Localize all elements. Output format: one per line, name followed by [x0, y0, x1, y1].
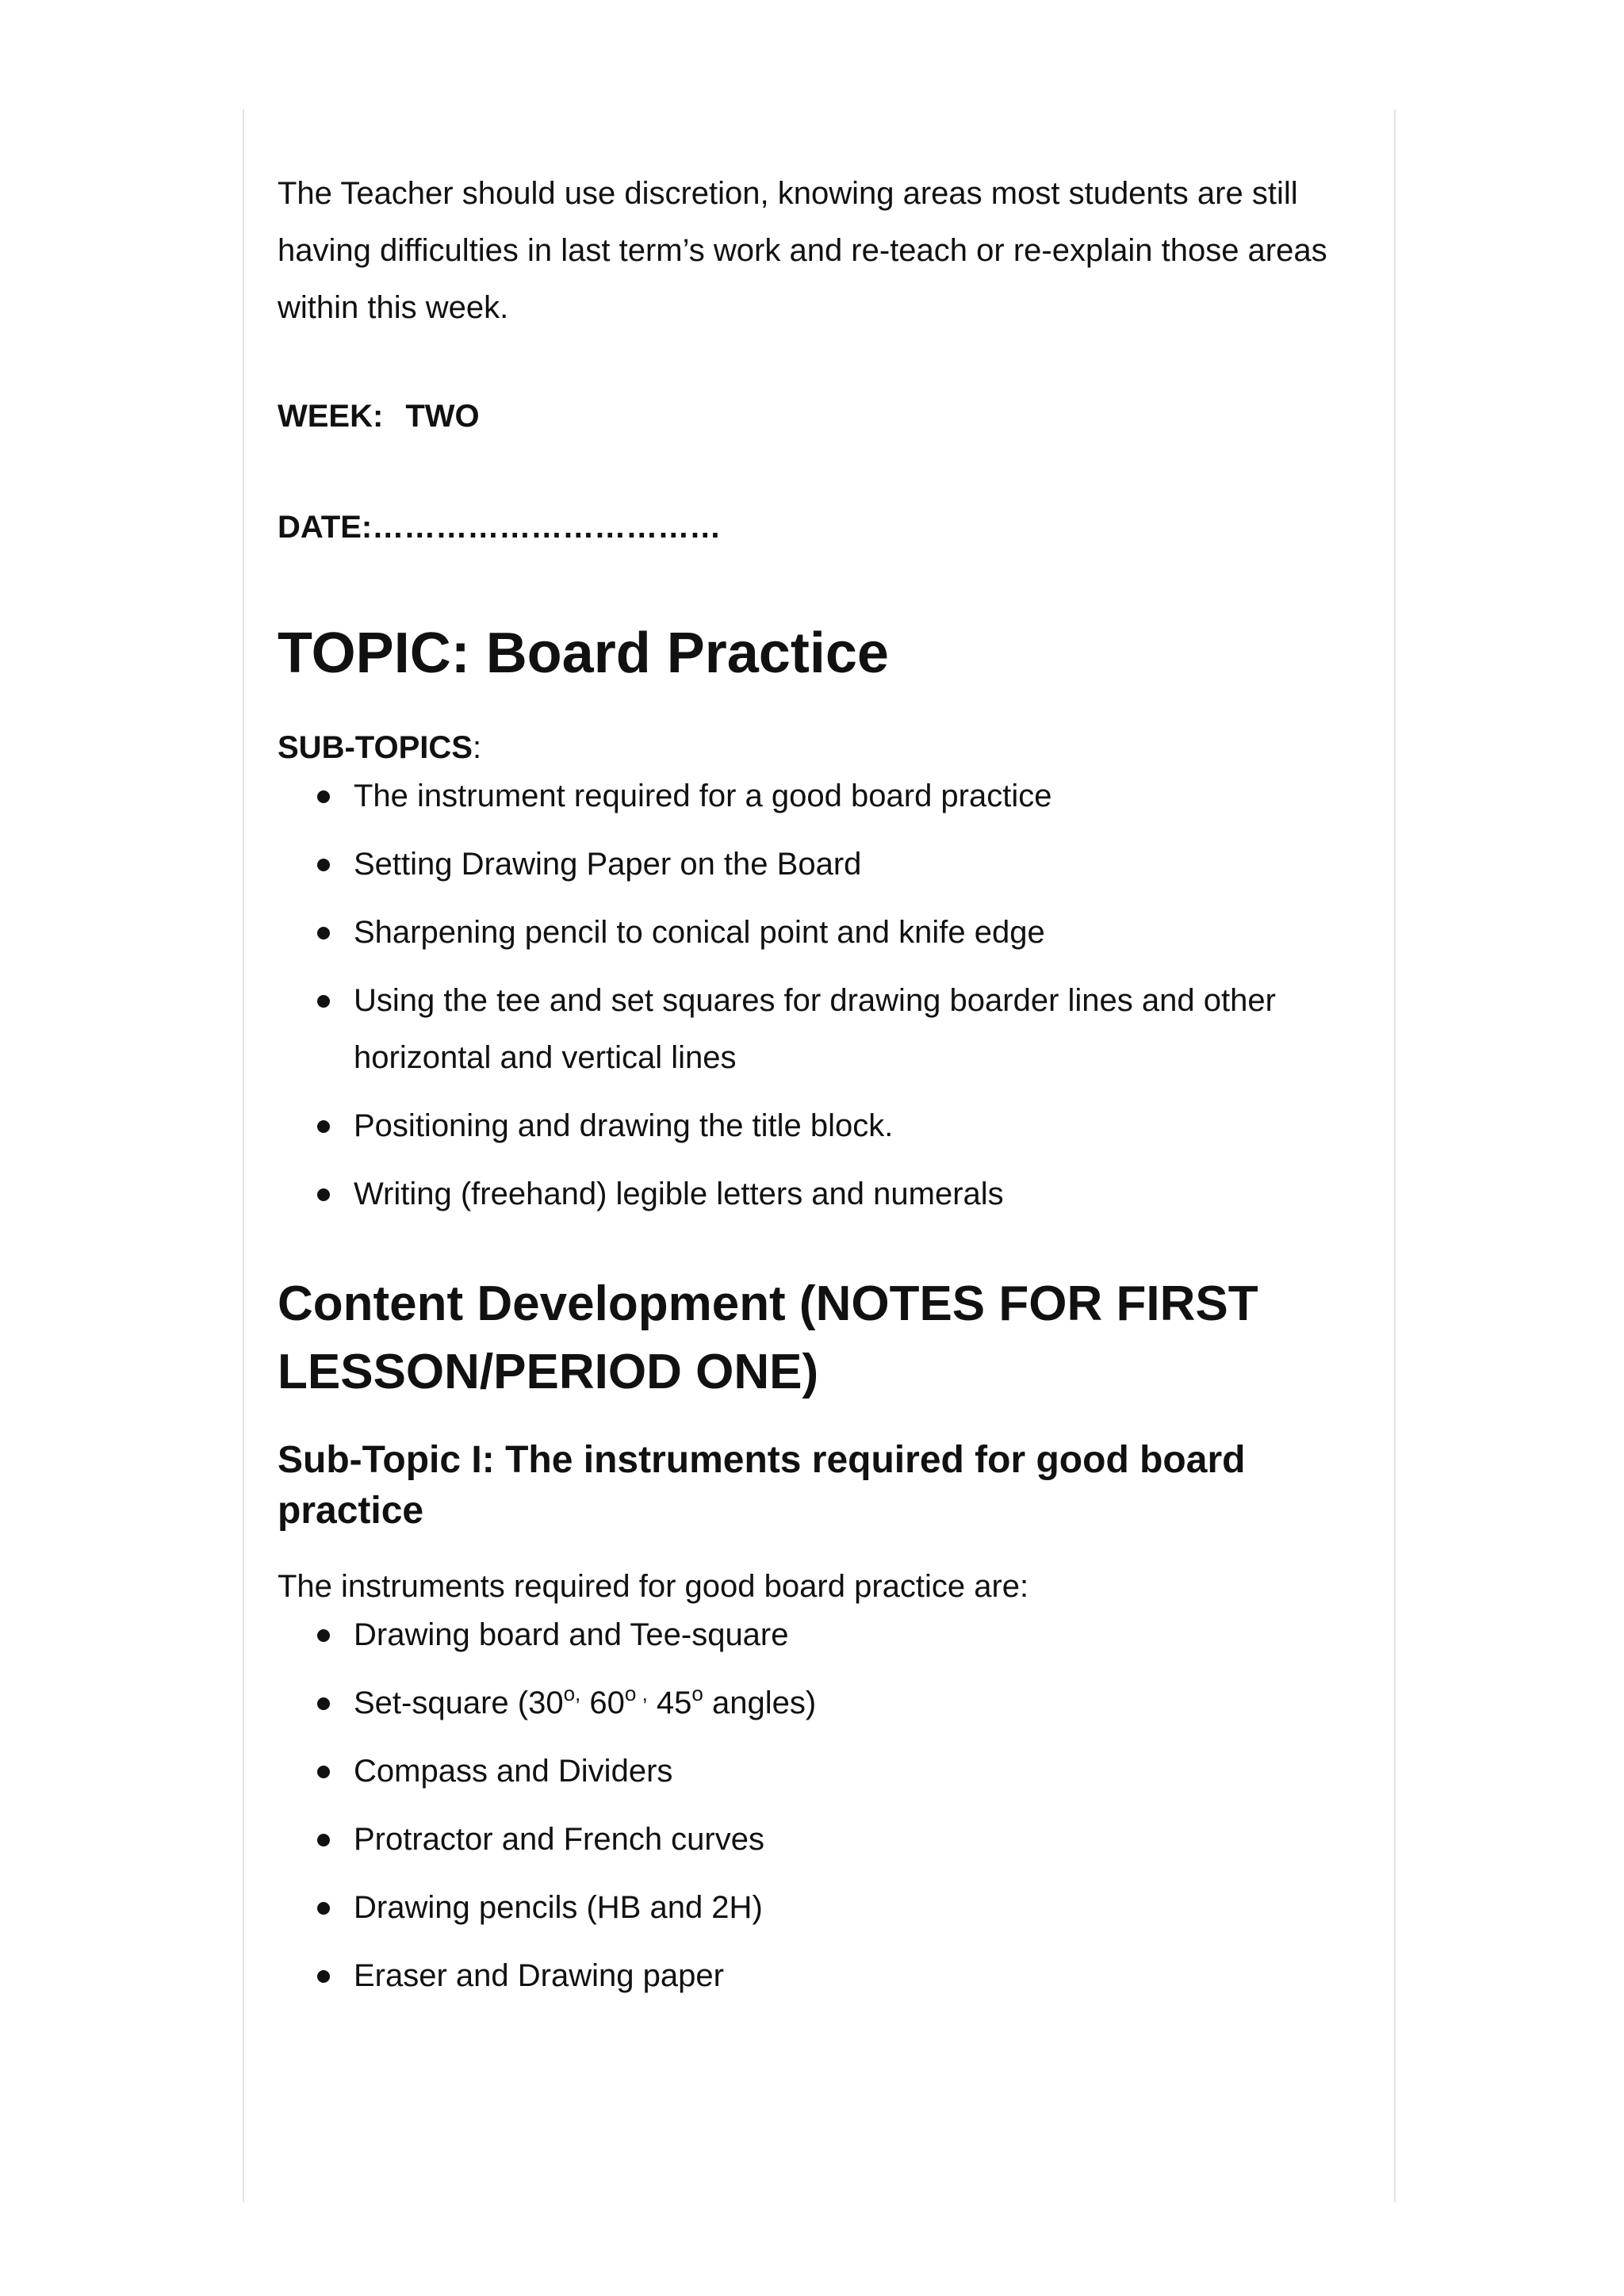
bullet-icon — [317, 1834, 330, 1846]
bullet-icon — [317, 927, 330, 939]
list-item — [278, 1743, 1340, 1800]
degree-symbol: o — [691, 1682, 703, 1705]
list-item — [278, 972, 1340, 1086]
bullet-icon — [317, 1697, 330, 1710]
instruments-list — [278, 1606, 1340, 2004]
week-value: TWO — [405, 399, 480, 434]
list-item — [278, 1947, 1340, 2004]
set-square-mid2: 45 — [647, 1686, 692, 1720]
list-item-text: Protractor and French curves — [354, 1822, 764, 1857]
week-label: WEEK: — [278, 399, 384, 434]
bullet-icon — [317, 1766, 330, 1778]
bullet-icon — [317, 995, 330, 1008]
list-item-text: Drawing board and Tee-square — [354, 1617, 789, 1652]
subtopics-label — [278, 728, 1340, 767]
list-item-text: Drawing pencils (HB and 2H) — [354, 1890, 763, 1925]
list-item-text: Positioning and drawing the title block. — [354, 1108, 894, 1143]
bullet-icon — [317, 1120, 330, 1133]
intro-paragraph: The Teacher should use discretion, knowing areas most students are still having difficulties in last term’s work and re-teach or re-explain those areas within this week. — [278, 176, 1327, 325]
list-item — [278, 767, 1340, 825]
list-item — [278, 1811, 1340, 1868]
list-item-text: Eraser and Drawing paper — [354, 1958, 724, 1993]
degree-symbol: o, — [563, 1682, 581, 1705]
list-item — [278, 836, 1340, 893]
date-line: DATE:…………………………… — [278, 510, 722, 545]
list-item — [278, 1606, 1340, 1663]
degree-symbol: o , — [624, 1682, 648, 1705]
bullet-icon — [317, 859, 330, 871]
set-square-suffix: angles) — [703, 1686, 817, 1720]
subtopics-list — [278, 767, 1340, 1223]
list-item — [278, 1879, 1340, 1936]
bullet-icon — [317, 1970, 330, 1983]
bullet-icon — [317, 790, 330, 803]
list-item — [278, 1097, 1340, 1154]
list-item-text: Setting Drawing Paper on the Board — [354, 847, 862, 882]
list-item-text: Writing (freehand) legible letters and numerals — [354, 1177, 1004, 1211]
list-item — [278, 904, 1340, 961]
subtopics-label-text: SUB-TOPICS — [278, 730, 473, 765]
instruments-intro: The instruments required for good board practice are: — [278, 1569, 1029, 1604]
subtopic-one-heading: Sub-Topic I: The instruments required for good board practice — [278, 1439, 1246, 1532]
list-item-text: The instrument required for a good board practice — [354, 779, 1052, 813]
bullet-icon — [317, 1629, 330, 1642]
list-item-text: Sharpening pencil to conical point and knife edge — [354, 915, 1045, 950]
list-item — [278, 1165, 1340, 1223]
week-line — [278, 396, 1340, 436]
list-item-text: Using the tee and set squares for drawing boarder lines and other horizontal and vertical lines — [354, 983, 1276, 1075]
set-square-prefix: Set-square (30 — [354, 1686, 564, 1720]
content-development-heading: Content Development (NOTES FOR FIRST LESSON/PERIOD ONE) — [278, 1276, 1258, 1399]
subtopics-label-colon: : — [472, 730, 482, 765]
set-square-mid1: 60 — [580, 1686, 625, 1720]
bullet-icon — [317, 1902, 330, 1915]
list-item-text: Compass and Dividers — [354, 1754, 673, 1789]
document-content — [278, 165, 1340, 2015]
list-item — [278, 1674, 1340, 1732]
bullet-icon — [317, 1188, 330, 1201]
topic-title: TOPIC: Board Practice — [278, 622, 889, 685]
